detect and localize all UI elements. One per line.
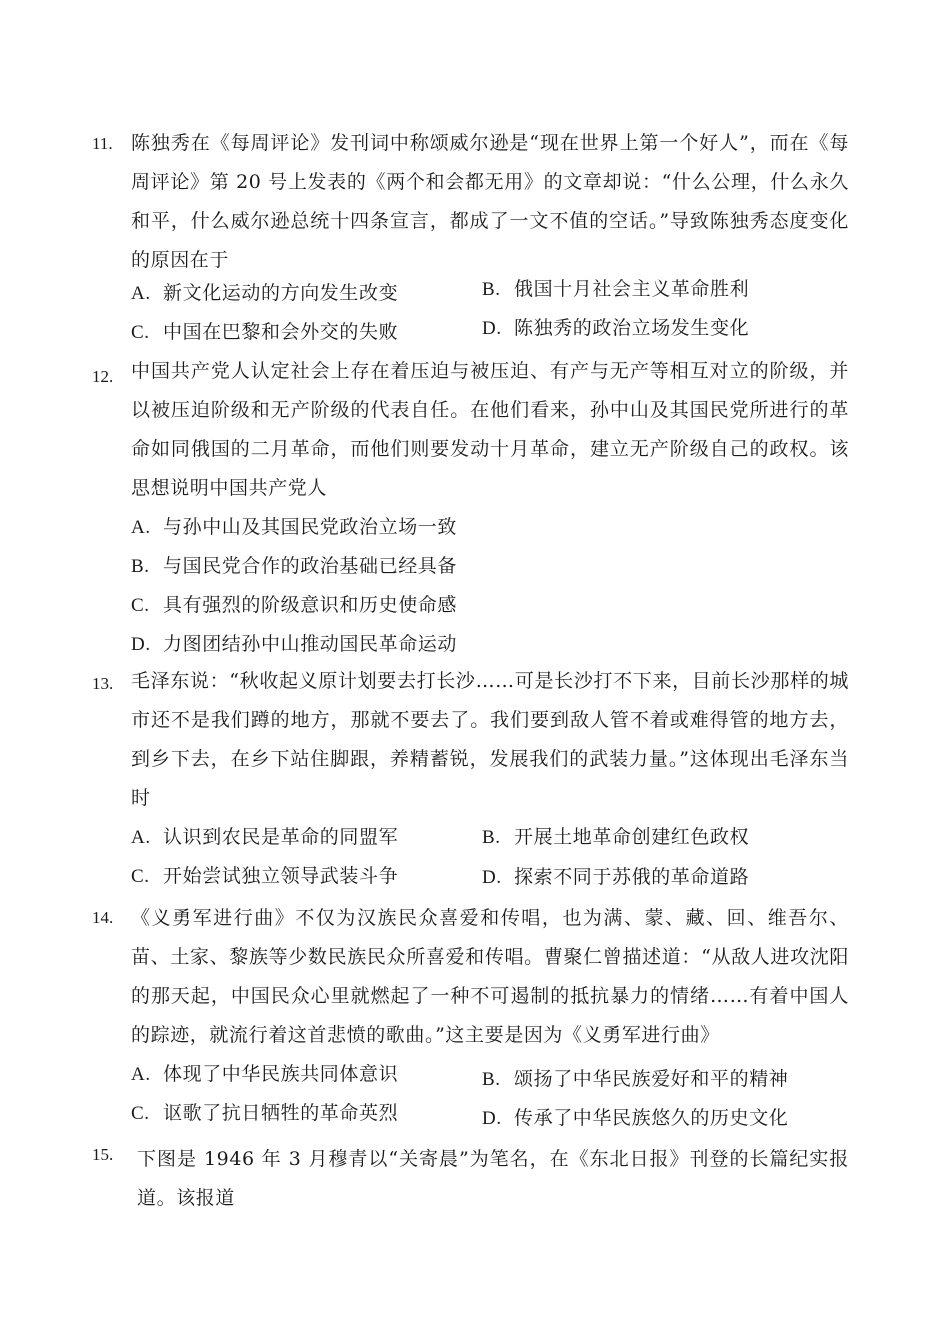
option-b[interactable] [482,818,749,857]
option-letter: D. [482,867,502,888]
question-stem: 陈独秀在《每周评论》发刊词中称颂威尔逊是“现在世界上第一个好人”，而在《每周评论》第 20 号上发表的《两个和会都无用》的文章却说：“什么公理，什么永久和平，什么威尔逊总统十四条宣言，都成了一文不值的空话。”导致陈独秀态度变化的原因在于 [131,132,849,271]
question-stem: 《义勇军进行曲》不仅为汉族民众喜爱和传唱，也为满、蒙、藏、回、维吾尔、苗、土家、黎族等少数民族民众所喜爱和传唱。曹聚仁曾描述道：“从敌人进攻沈阳的那天起，中国民众心里就燃起了一种不可遏制的抵抗暴力的情绪……有着中国人的踪迹，就流行着这首悲愤的歌曲。”这主要是因为《义勇军进行曲》 [131,907,849,1046]
option-c[interactable] [131,586,457,625]
option-a[interactable] [131,508,457,547]
option-letter: A. [131,283,151,304]
option-a[interactable] [131,818,398,857]
option-letter: C. [131,595,150,616]
option-d[interactable] [482,858,749,897]
option-letter: C. [131,1103,150,1124]
option-letter: C. [131,866,150,887]
question-number: 11. [92,134,113,153]
question-number: 12. [92,367,114,386]
question-number: 15. [92,1145,114,1164]
option-letter: D. [482,1108,502,1129]
option-text: 力图团结孙中山推动国民革命运动 [163,633,458,655]
option-text: 陈独秀的政治立场发生变化 [514,317,750,339]
option-text: 中国在巴黎和会外交的失败 [163,321,399,343]
option-text: 讴歌了抗日牺牲的革命英烈 [163,1102,399,1124]
question-number: 14. [92,908,114,927]
option-text: 颂扬了中华民族爱好和平的精神 [514,1068,789,1090]
option-d[interactable] [131,625,457,664]
option-b[interactable] [482,270,749,309]
option-letter: D. [482,318,502,339]
option-c[interactable] [131,313,398,352]
option-letter: C. [131,322,150,343]
option-b[interactable] [131,547,457,586]
option-letter: A. [131,1064,151,1085]
option-text: 与孙中山及其国民党政治立场一致 [163,516,458,538]
option-text: 传承了中华民族悠久的历史文化 [514,1107,789,1129]
option-text: 体现了中华民族共同体意识 [163,1063,399,1085]
question-number: 13. [92,674,114,693]
option-letter: B. [482,1069,501,1090]
option-text: 新文化运动的方向发生改变 [163,282,399,304]
option-text: 与国民党合作的政治基础已经具备 [163,555,458,577]
option-text: 具有强烈的阶级意识和历史使命感 [163,594,458,616]
option-c[interactable] [131,1094,398,1133]
option-text: 探索不同于苏俄的革命道路 [514,866,750,888]
question-stem: 毛泽东说：“秋收起义原计划要去打长沙……可是长沙打不下来，目前长沙那样的城市还不是我们蹲的地方，那就不要去了。我们要到敌人管不着或难得管的地方去，到乡下去，在乡下站住脚跟，养精蓄锐，发展我们的武装力量。”这体现出毛泽东当时 [131,670,849,809]
option-text: 认识到农民是革命的同盟军 [163,826,399,848]
option-d[interactable] [482,1099,788,1138]
question-stem: 下图是 1946 年 3 月穆青以“关寄晨”为笔名，在《东北日报》刊登的长篇纪实报道。该报道 [137,1148,849,1209]
option-letter: B. [482,279,501,300]
option-text: 开展土地革命创建红色政权 [514,826,750,848]
option-letter: B. [482,827,501,848]
option-letter: B. [131,556,150,577]
option-a[interactable] [131,274,398,313]
option-c[interactable] [131,857,398,896]
option-text: 俄国十月社会主义革命胜利 [514,278,750,300]
option-b[interactable] [482,1060,788,1099]
option-letter: D. [131,634,151,655]
option-letter: A. [131,827,151,848]
option-letter: A. [131,517,151,538]
option-d[interactable] [482,309,749,348]
option-a[interactable] [131,1055,398,1094]
question-stem: 中国共产党人认定社会上存在着压迫与被压迫、有产与无产等相互对立的阶级，并以被压迫阶级和无产阶级的代表自任。在他们看来，孙中山及其国民党所进行的革命如同俄国的二月革命，而他们则要发动十月革命，建立无产阶级自己的政权。该思想说明中国共产党人 [131,360,849,499]
option-text: 开始尝试独立领导武装斗争 [163,865,399,887]
